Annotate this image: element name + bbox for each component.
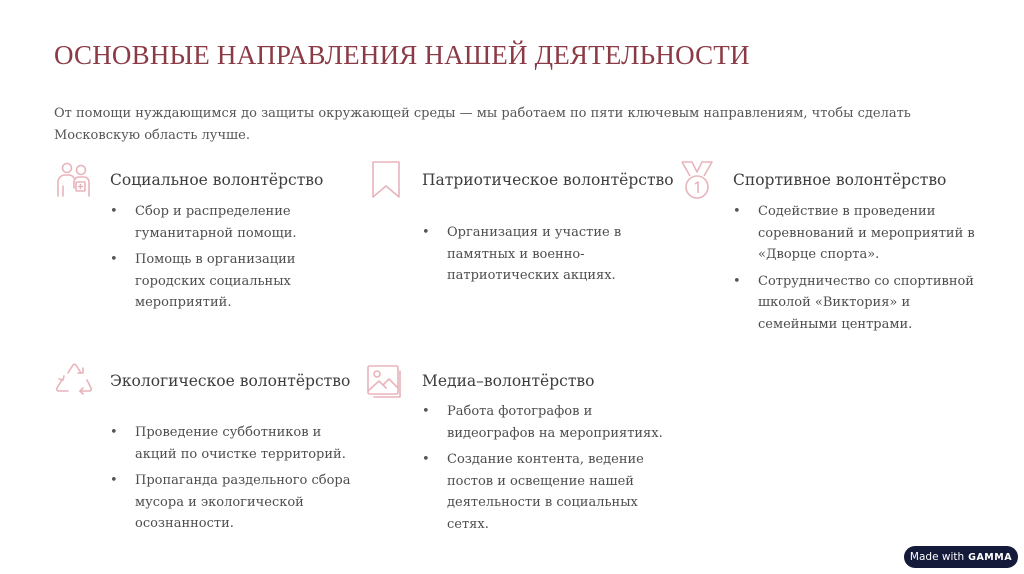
- card-list: [110, 422, 355, 540]
- card-heading: Социальное волонтёрство: [110, 171, 324, 189]
- card-list: [733, 201, 978, 340]
- recycle-icon: [54, 361, 94, 401]
- card-heading: Патриотическое волонтёрство: [422, 171, 674, 189]
- list-item: • Содействие в проведении соревнований и мероприятий в «Дворце спорта».: [733, 201, 978, 266]
- list-item: • Сбор и распределение гуманитарной помощи.: [110, 201, 355, 244]
- list-item: • Сотрудничество со спортивной школой «Виктория» и семейными центрами.: [733, 271, 978, 336]
- badge-brand: GAMMA: [968, 551, 1013, 563]
- card-heading: Спортивное волонтёрство: [733, 171, 947, 189]
- list-item: • Организация и участие в памятных и военно-патриотических акциях.: [422, 222, 667, 287]
- intro-text: От помощи нуждающимся до защиты окружающей среды — мы работаем по пяти ключевым направлениям, чтобы сделать Московскую область лучше.: [54, 106, 911, 143]
- card-list: [422, 222, 667, 292]
- card-list: [110, 201, 355, 319]
- made-with-gamma-badge[interactable]: [904, 546, 1018, 568]
- card-heading: Медиа–волонтёрство: [422, 372, 595, 390]
- medal-icon: [677, 160, 717, 200]
- list-item: • Пропаганда раздельного сбора мусора и экологической осознанности.: [110, 470, 355, 535]
- people-icon: [54, 160, 94, 200]
- list-item: • Помощь в организации городских социальных мероприятий.: [110, 249, 355, 314]
- image-icon: [366, 361, 406, 401]
- page-title: ОСНОВНЫЕ НАПРАВЛЕНИЯ НАШЕЙ ДЕЯТЕЛЬНОСТИ: [54, 40, 750, 70]
- list-item: • Создание контента, ведение постов и освещение нашей деятельности в социальных сетях.: [422, 449, 667, 535]
- list-item: • Проведение субботников и акций по очистке территорий.: [110, 422, 355, 465]
- list-item: • Работа фотографов и видеографов на мероприятиях.: [422, 401, 667, 444]
- badge-prefix: Made with: [909, 551, 965, 563]
- card-list: [422, 401, 667, 540]
- bookmark-icon: [366, 160, 406, 200]
- card-heading: Экологическое волонтёрство: [110, 372, 351, 390]
